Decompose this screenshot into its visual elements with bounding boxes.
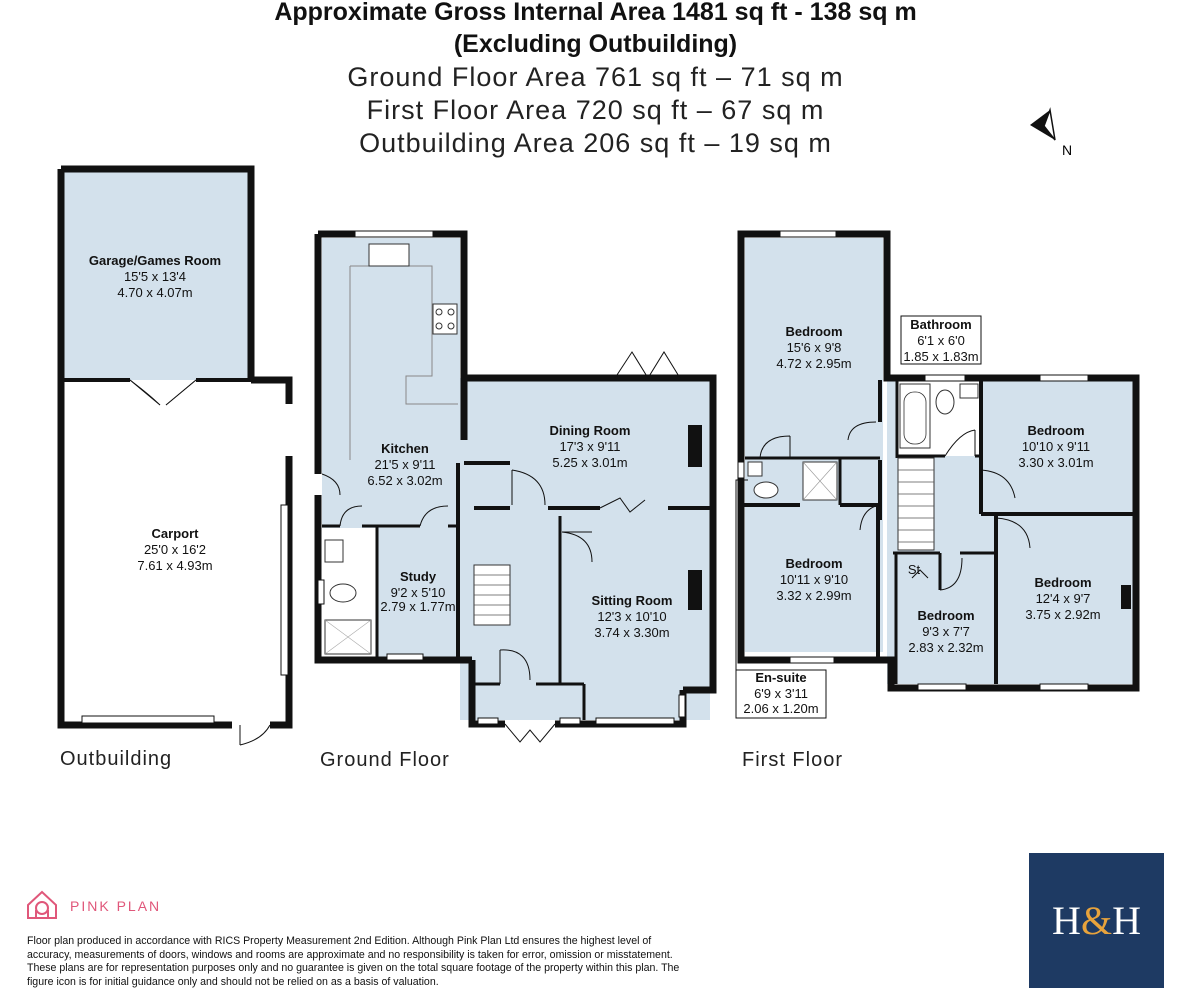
pink-plan-logo-icon bbox=[28, 892, 56, 918]
svg-text:9'2 x 5'10: 9'2 x 5'10 bbox=[390, 585, 446, 600]
svg-text:Bathroom: Bathroom bbox=[910, 317, 972, 332]
svg-text:6.52 x 3.02m: 6.52 x 3.02m bbox=[367, 473, 443, 488]
outbuilding-caption: Outbuilding bbox=[60, 748, 173, 770]
svg-text:3.30 x 3.01m: 3.30 x 3.01m bbox=[1018, 455, 1094, 470]
compass-label: N bbox=[1062, 142, 1073, 158]
svg-text:2.83 x 2.32m: 2.83 x 2.32m bbox=[908, 640, 984, 655]
svg-text:6'1 x 6'0: 6'1 x 6'0 bbox=[917, 333, 965, 348]
svg-text:9'3 x 7'7: 9'3 x 7'7 bbox=[922, 624, 970, 639]
svg-text:Carport: Carport bbox=[151, 526, 199, 541]
svg-text:15'5 x 13'4: 15'5 x 13'4 bbox=[123, 269, 187, 284]
room-bedroom-2 bbox=[1018, 423, 1093, 470]
svg-text:Bedroom: Bedroom bbox=[785, 556, 843, 571]
svg-text:2.79 x 1.77m: 2.79 x 1.77m bbox=[380, 599, 456, 614]
svg-text:St: St bbox=[907, 562, 921, 577]
room-dining bbox=[550, 423, 631, 470]
svg-text:Bedroom: Bedroom bbox=[785, 324, 843, 339]
svg-text:12'3 x 10'10: 12'3 x 10'10 bbox=[597, 609, 667, 624]
svg-text:7.61 x 4.93m: 7.61 x 4.93m bbox=[137, 558, 213, 573]
hh-logo-amp: & bbox=[1080, 898, 1113, 943]
hh-logo-left: H bbox=[1052, 898, 1081, 943]
svg-text:3.74 x 3.30m: 3.74 x 3.30m bbox=[594, 625, 670, 640]
svg-text:Sitting Room: Sitting Room bbox=[591, 593, 673, 608]
first-floor-area: First Floor Area 720 sq ft – 67 sq m bbox=[366, 95, 825, 125]
room-store bbox=[908, 562, 921, 577]
svg-text:Dining Room: Dining Room bbox=[549, 423, 631, 438]
svg-text:10'10 x 9'11: 10'10 x 9'11 bbox=[1021, 439, 1091, 454]
first-floor-caption: First Floor bbox=[742, 749, 843, 771]
room-bedroom-3 bbox=[776, 556, 851, 603]
room-bedroom-1 bbox=[776, 324, 851, 371]
svg-text:Bedroom: Bedroom bbox=[1034, 575, 1092, 590]
disclaimer: Floor plan produced in accordance with RICS Property Measurement 2nd Edition. Although Pink Plan Ltd ensures the highest level of accuracy, measurements of doors, windows and rooms are approximate and no responsibility is taken for error, omission or misstatement. These plans are for representation purposes only and no guarantee is given on the total square footage of the property within this plan. The figure icon is for initial guidance only and should not be relied on as a basis of valuation. bbox=[27, 935, 680, 988]
svg-text:Study: Study bbox=[399, 569, 437, 584]
ground-floor-caption: Ground Floor bbox=[320, 749, 450, 771]
excluding-subtitle: (Excluding Outbuilding) bbox=[453, 30, 738, 58]
svg-text:12'4 x 9'7: 12'4 x 9'7 bbox=[1035, 591, 1091, 606]
svg-text:4.70 x 4.07m: 4.70 x 4.07m bbox=[117, 285, 193, 300]
svg-text:21'5 x 9'11: 21'5 x 9'11 bbox=[374, 457, 436, 472]
room-sitting bbox=[592, 593, 673, 640]
svg-text:Garage/Games Room: Garage/Games Room bbox=[88, 253, 222, 268]
pink-plan-wordmark: PINK PLAN bbox=[70, 898, 162, 914]
svg-text:25'0 x 16'2: 25'0 x 16'2 bbox=[143, 542, 207, 557]
hh-logo-right: H bbox=[1112, 898, 1141, 943]
svg-text:1.85 x 1.83m: 1.85 x 1.83m bbox=[903, 349, 979, 364]
ground-floor-area: Ground Floor Area 761 sq ft – 71 sq m bbox=[347, 62, 844, 92]
svg-text:2.06 x 1.20m: 2.06 x 1.20m bbox=[743, 701, 819, 716]
svg-text:4.72 x 2.95m: 4.72 x 2.95m bbox=[776, 356, 852, 371]
room-bedroom-4 bbox=[1025, 575, 1100, 622]
outbuilding-area: Outbuilding Area 206 sq ft – 19 sq m bbox=[359, 128, 832, 158]
hh-logo bbox=[1029, 853, 1164, 988]
svg-text:6'9 x 3'11: 6'9 x 3'11 bbox=[754, 686, 808, 701]
svg-text:Bedroom: Bedroom bbox=[1027, 423, 1085, 438]
compass-icon bbox=[1030, 110, 1072, 158]
svg-text:Bedroom: Bedroom bbox=[917, 608, 975, 623]
svg-text:10'11 x 9'10: 10'11 x 9'10 bbox=[779, 572, 849, 587]
svg-text:Kitchen: Kitchen bbox=[381, 441, 429, 456]
svg-text:En-suite: En-suite bbox=[755, 670, 807, 685]
svg-text:3.75 x 2.92m: 3.75 x 2.92m bbox=[1025, 607, 1101, 622]
svg-text:5.25 x 3.01m: 5.25 x 3.01m bbox=[552, 455, 628, 470]
svg-text:15'6 x 9'8: 15'6 x 9'8 bbox=[786, 340, 842, 355]
svg-text:3.32 x 2.99m: 3.32 x 2.99m bbox=[776, 588, 852, 603]
gross-area-title: Approximate Gross Internal Area 1481 sq ft - 138 sq m bbox=[274, 0, 917, 26]
svg-text:17'3 x 9'11: 17'3 x 9'11 bbox=[559, 439, 621, 454]
